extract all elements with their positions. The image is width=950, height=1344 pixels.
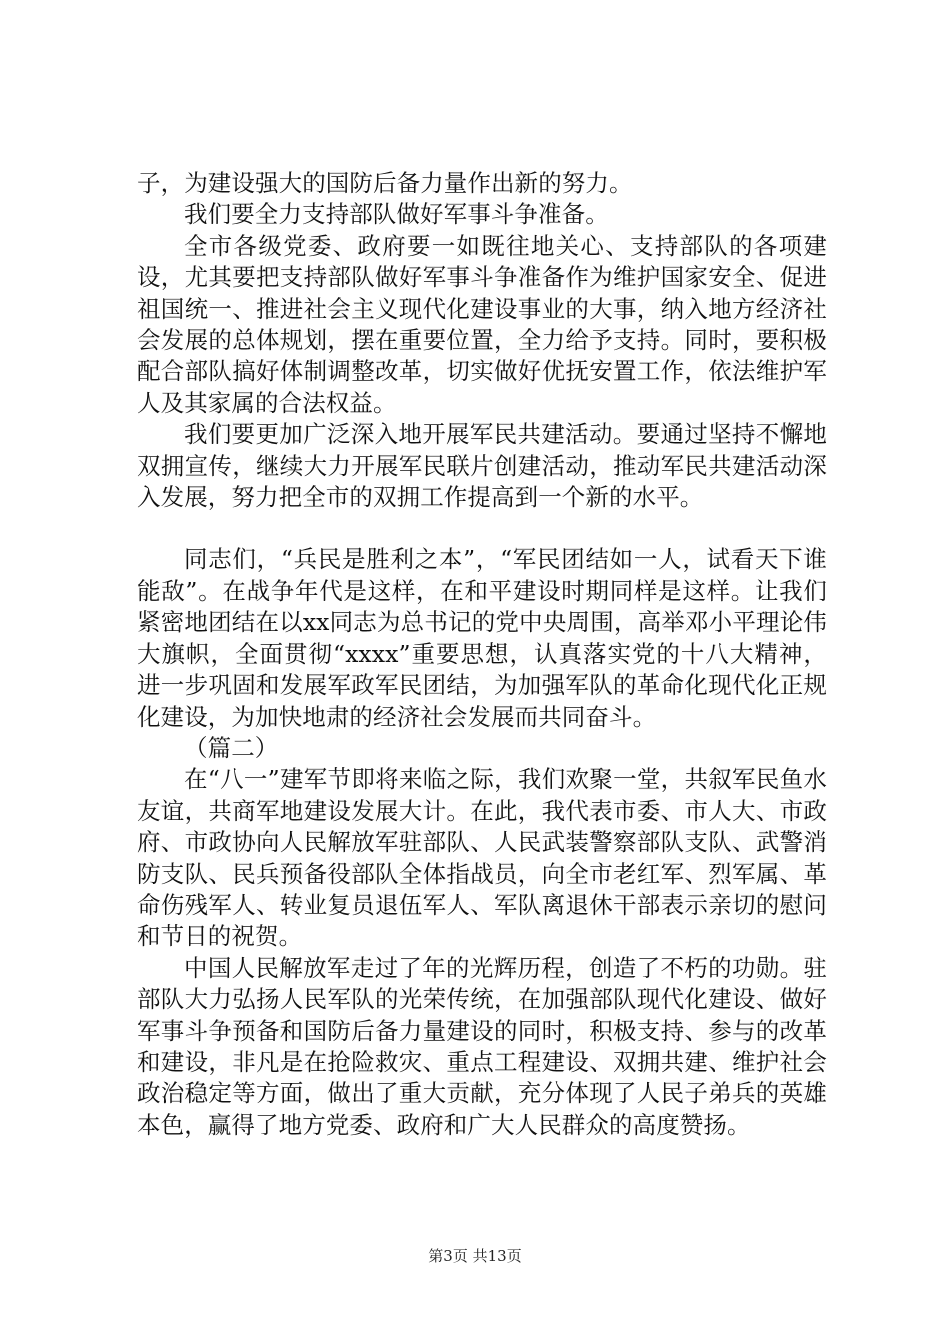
paragraph-continuation: 子，为建设强大的国防后备力量作出新的努力。 xyxy=(137,169,633,197)
page-number-footer: 第3页 共13页 xyxy=(428,1247,522,1265)
paragraph-pla-history: 中国人民解放军走过了年的光辉历程，创造了不朽的功勋。驻部队大力弘扬人民军队的光荣传统，在加强部队现代化建设、做好军事斗争预备和国防后备力量建设的同时，积极支持、参与的改革和建设，非凡是在抢险救灾、重点工程建设、双拥共建、维护社会政治稳定等方面，做出了重大贡献，充分体现了人民子弟兵的英雄本色，赢得了地方党委、政府和广大人民群众的高度赞扬。 xyxy=(137,953,827,1139)
document-body xyxy=(137,168,827,1141)
paragraph-spacer xyxy=(137,513,827,544)
section-heading-part-two: （篇二） xyxy=(184,733,279,762)
paragraph-heading-support: 我们要全力支持部队做好军事斗争准备。 xyxy=(184,200,609,229)
paragraph-comrades: 同志们，“兵民是胜利之本”，“军民团结如一人，试看天下谁能敌”。在战争年代是这样，在和平建设时期同样是这样。让我们紧密地团结在以xx同志为总书记的党中央周围，高举邓小平理论伟大旗帜，全面贯彻“xxxx”重要思想，认真落实党的十八大精神，进一步巩固和发展军政军民团结，为加强军队的革命化现代化正规化建设，为加快地肃的经济社会发展而共同奋斗。 xyxy=(137,545,827,731)
paragraph-army-day: 在“八一”建军节即将来临之际，我们欢聚一堂，共叙军民鱼水友谊，共商军地建设发展大计。在此，我代表市委、市人大、市政府、市政协向人民解放军驻部队、人民武装警察部队支队、武警消防支队、民兵预备役部队全体指战员，向全市老红军、烈军属、革命伤残军人、转业复员退伍军人、军队离退休干部表示亲切的慰问和节日的祝贺。 xyxy=(137,765,827,951)
paragraph-party-support: 全市各级党委、政府要一如既往地关心、支持部队的各项建设，尤其要把支持部队做好军事斗争准备作为维护国家安全、促进祖国统一、推进社会主义现代化建设事业的大事，纳入地方经济社会发展的总体规划，摆在重要位置，全力给予支持。同时，要积极配合部队搞好体制调整改革，切实做好优抚安置工作，依法维护军人及其家属的合法权益。 xyxy=(137,231,827,417)
paragraph-joint-construction: 我们要更加广泛深入地开展军民共建活动。要通过坚持不懈地双拥宣传，继续大力开展军民联片创建活动，推动军民共建活动深入发展，努力把全市的双拥工作提高到一个新的水平。 xyxy=(137,420,827,512)
